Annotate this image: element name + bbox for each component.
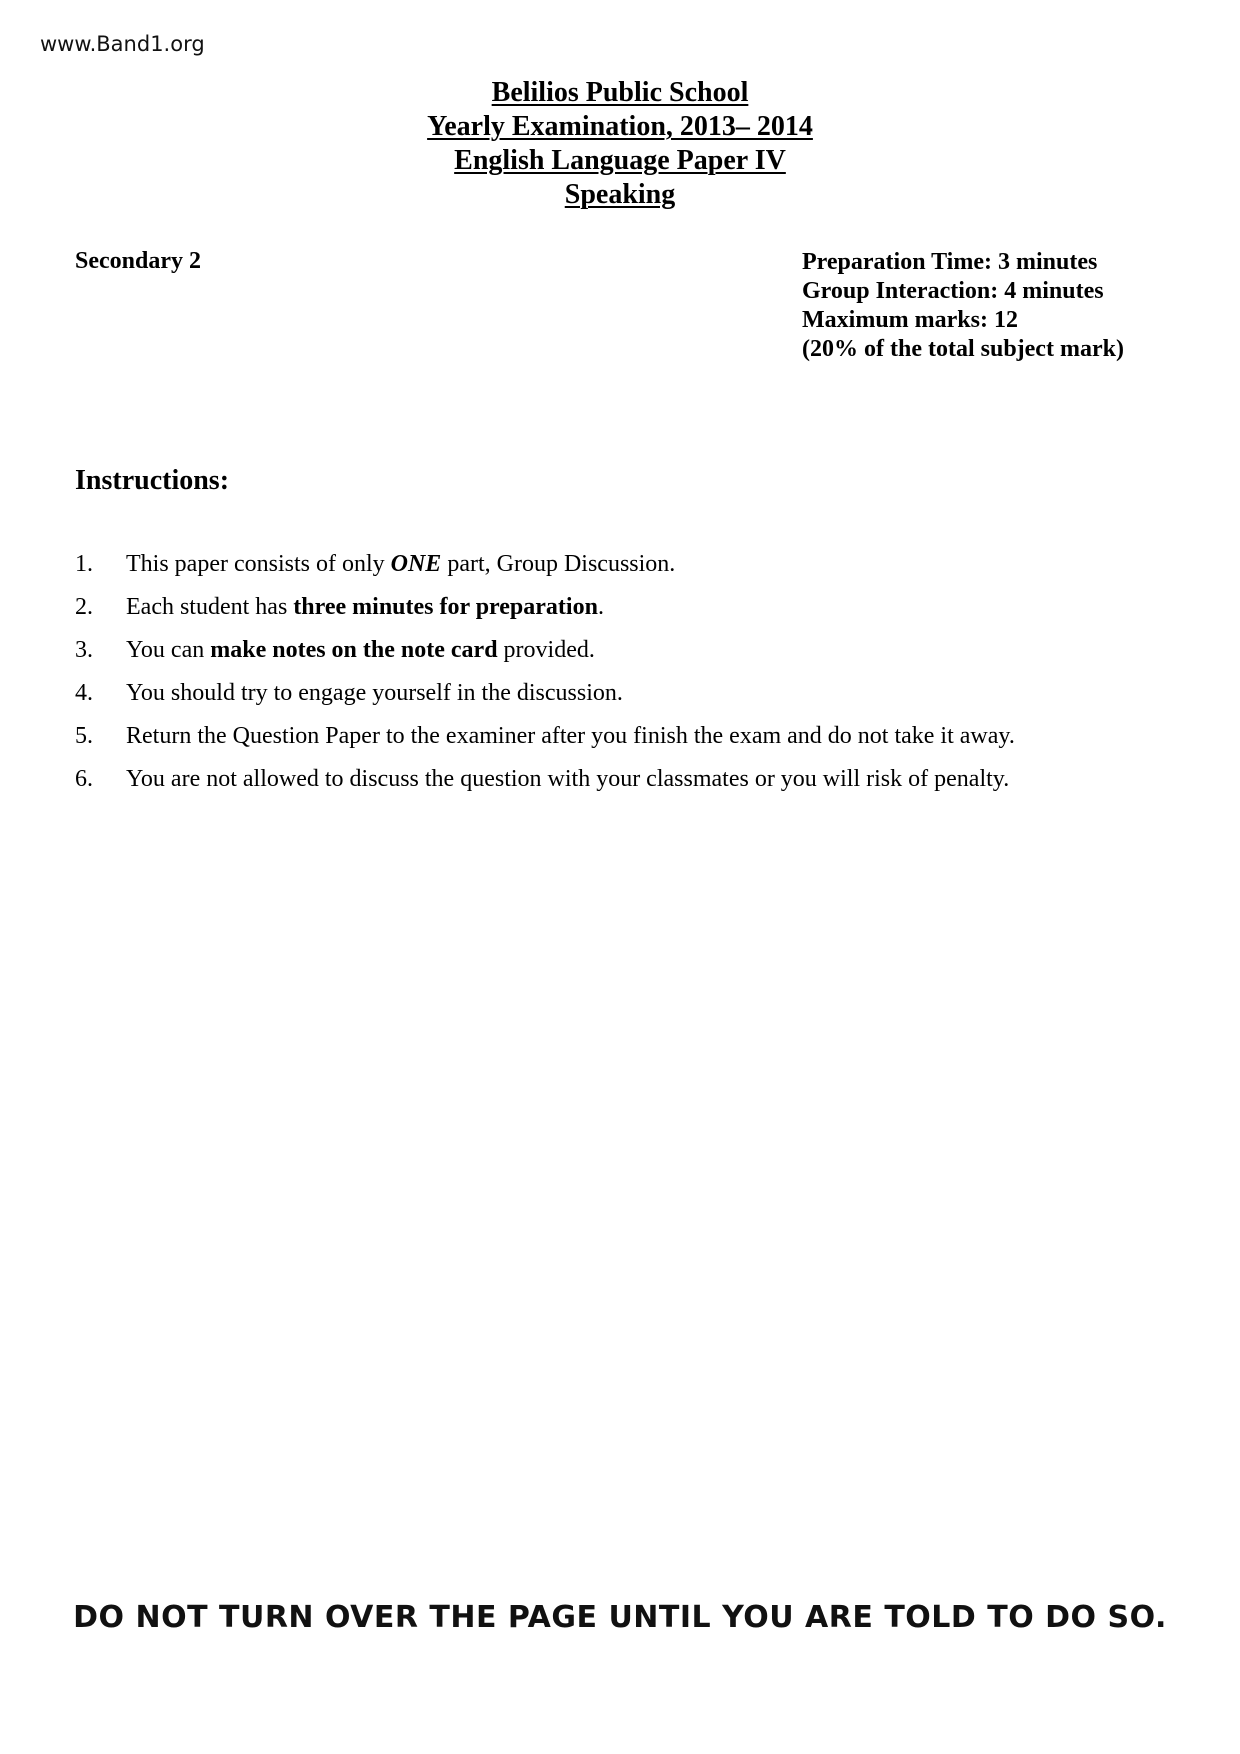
instruction-text: You can make notes on the note card provided. — [126, 637, 595, 663]
maximum-marks: Maximum marks: 12 — [802, 307, 1018, 333]
instructions-heading: Instructions: — [75, 465, 230, 496]
mark-weighting: (20% of the total subject mark) — [802, 336, 1124, 362]
instruction-item — [75, 593, 1015, 636]
instruction-number: 6. — [75, 766, 93, 792]
instruction-emphasis: make notes on the note card — [210, 637, 498, 663]
instruction-text: You are not allowed to discuss the question with your classmates or you will risk of penalty. — [126, 766, 1010, 792]
instruction-text: You should try to engage yourself in the discussion. — [126, 680, 623, 706]
instruction-number: 5. — [75, 723, 93, 749]
instruction-number: 1. — [75, 551, 93, 577]
instruction-item — [75, 636, 1015, 679]
footer-warning: DO NOT TURN OVER THE PAGE UNTIL YOU ARE TOLD TO DO SO. — [73, 1600, 1167, 1635]
instruction-emphasis: three minutes for preparation — [293, 594, 598, 620]
class-label: Secondary 2 — [75, 248, 201, 274]
instruction-emphasis: ONE — [390, 551, 442, 577]
instruction-number: 3. — [75, 637, 93, 663]
group-interaction-time: Group Interaction: 4 minutes — [802, 278, 1104, 304]
preparation-time: Preparation Time: 3 minutes — [802, 249, 1098, 275]
instruction-number: 2. — [75, 594, 93, 620]
paper-name: English Language Paper IV — [454, 145, 786, 176]
instruction-number: 4. — [75, 680, 93, 706]
section-name: Speaking — [564, 179, 676, 210]
instruction-item — [75, 550, 1015, 593]
instruction-text: Each student has three minutes for preparation. — [126, 594, 604, 620]
exam-title-block — [0, 76, 1240, 212]
school-name: Belilios Public School — [491, 77, 749, 108]
exam-name: Yearly Examination, 2013– 2014 — [427, 111, 813, 142]
site-url: www.Band1.org — [40, 32, 205, 56]
instruction-text: This paper consists of only ONE part, Group Discussion. — [126, 551, 676, 577]
instruction-list — [75, 550, 1015, 808]
instruction-text: Return the Question Paper to the examiner after you finish the exam and do not take it away. — [126, 723, 1015, 749]
instruction-item — [75, 679, 1015, 722]
exam-info — [802, 248, 1124, 364]
instruction-item — [75, 722, 1015, 765]
instruction-item — [75, 765, 1015, 808]
